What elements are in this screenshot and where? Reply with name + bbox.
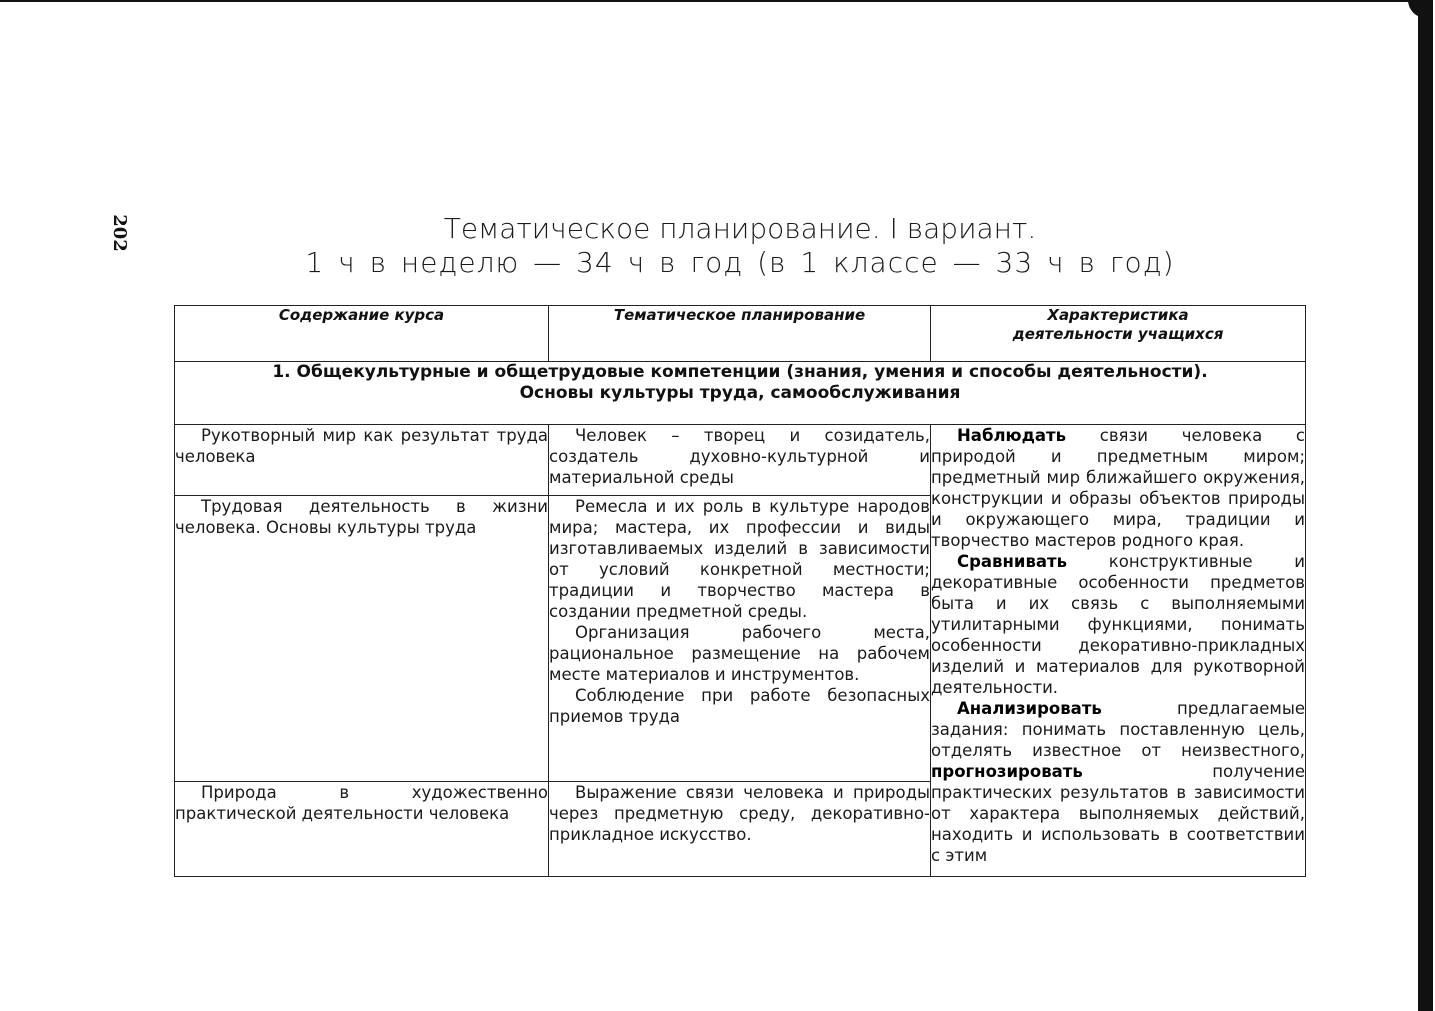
planning-paragraph: Ремесла и их роль в культуре народов мира; мастера, их профессии и виды изготавливаемых изделий в зависимости от условий конкретной местности; традиции и творчество мастера в создании предметной среды.: [549, 497, 930, 621]
column-header-planning: Тематическое планирование: [549, 306, 931, 362]
characteristics-verb: прогнозировать: [931, 762, 1083, 781]
scan-edge-top: [0, 0, 1418, 2]
characteristics-text: связи человека с природой и предметным миром; предметный мир ближайшего окружения, конструкции и образы объектов природы и окружающего мира, традиции и творчество мастеров родного края.: [931, 426, 1305, 550]
section-row: [175, 362, 1306, 425]
characteristics-paragraph: [931, 551, 1305, 698]
table-row: [175, 425, 1306, 496]
column-header-characteristics-text: Характеристика деятельности учащихся: [1012, 306, 1224, 343]
planning-paragraph: Выражение связи человека и природы через предметную среду, декоративно-прикладное искусство.: [549, 783, 930, 844]
page-title: [300, 212, 1180, 280]
page-title-line1: Тематическое планирование. I вариант.: [443, 212, 1037, 245]
planning-cell: [549, 496, 931, 782]
page-number: 202: [109, 214, 130, 252]
content-cell: Природа в художественно практической деятельности человека: [175, 782, 549, 877]
planning-paragraph: Человек – творец и созидатель, создатель духовно-культурной и материальной среды: [549, 426, 930, 487]
planning-cell: [549, 782, 931, 877]
characteristics-verb: Наблюдать: [957, 426, 1067, 445]
characteristics-cell: [931, 425, 1306, 877]
characteristics-text: получение практических результатов в зависимости от характера выполняемых действий, находить и использовать в соответствии с этим: [931, 762, 1305, 865]
planning-cell: [549, 425, 931, 496]
planning-paragraph: Соблюдение при работе безопасных приемов труда: [549, 686, 930, 726]
characteristics-text: конструктивные и декоративные особенности предметов быта и их связь с выполняемыми утилитарными функциями, понимать особенности декоративно-прикладных изделий и материалов для рукотворной деятельности.: [931, 552, 1305, 697]
characteristics-text: предлагаемые задания: понимать поставленную цель, отделять известное от неизвестного,: [931, 699, 1305, 760]
column-header-content: Содержание курса: [175, 306, 549, 362]
section-heading-line2: Основы культуры труда, самообслуживания: [519, 383, 961, 403]
section-heading-line1: 1. Общекультурные и общетрудовые компетенции (знания, умения и способы деятельности).: [272, 362, 1208, 382]
column-header-characteristics: [931, 306, 1306, 362]
table-header-row: [175, 306, 1306, 362]
planning-paragraph: Организация рабочего места, рациональное размещение на рабочем месте материалов и инструментов.: [549, 623, 930, 684]
section-heading: [175, 362, 1306, 425]
characteristics-verb: Анализировать: [957, 699, 1102, 718]
characteristics-paragraph: [931, 698, 1305, 866]
scan-edge-right: [1418, 0, 1433, 1011]
characteristics-verb: Сравнивать: [957, 552, 1068, 571]
content-cell: Трудовая деятельность в жизни человека. Основы культуры труда: [175, 496, 549, 782]
content-cell: Рукотворный мир как результат труда человека: [175, 425, 549, 496]
characteristics-paragraph: [931, 425, 1305, 551]
page-title-line2: 1 ч в неделю — 34 ч в год (в 1 классе — 33 ч в год): [305, 246, 1175, 279]
planning-table: [174, 305, 1306, 877]
